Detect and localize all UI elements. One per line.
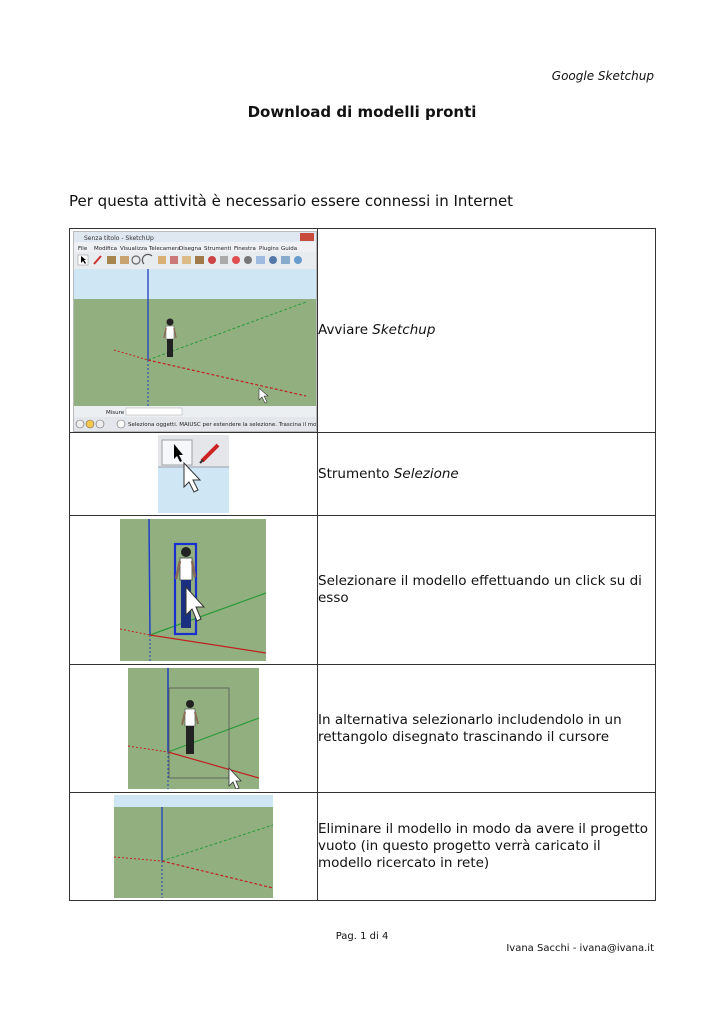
page-number: Pag. 1 di 4 [335, 931, 389, 942]
menu-item: Modifica [94, 246, 117, 252]
step-text-cell [318, 433, 656, 516]
step-text-cell [318, 665, 656, 793]
step-text: Eliminare il modello in modo da avere il progetto vuoto (in questo progetto verrà caricato il modello ricercato in rete) [318, 821, 649, 871]
step-row [70, 433, 656, 516]
step-row [70, 793, 656, 901]
window-title: Senza titolo - SketchUp [84, 235, 154, 242]
document-title: Download di modelli pronti [247, 103, 477, 121]
menu-item: Guida [281, 246, 298, 252]
steps-table [69, 228, 656, 901]
menu-item: Disegna [179, 246, 202, 252]
step-text: Avviare [318, 322, 373, 338]
menu-item: Telecamera [149, 246, 181, 252]
menu-item: File [78, 246, 88, 252]
menu-item: Strumenti [204, 246, 232, 252]
step-image-cell [70, 665, 318, 793]
menu-item: Visualizza [120, 246, 148, 252]
author-footer: Ivana Sacchi - ivana@ivana.it [506, 943, 654, 954]
step-text: Strumento [318, 465, 394, 482]
step-row [70, 516, 656, 665]
sketchup-window-screenshot [73, 231, 317, 432]
step-image-cell [70, 793, 318, 901]
step-row [70, 229, 656, 433]
step-image-cell [70, 516, 318, 665]
selection-rectangle-screenshot [128, 668, 259, 789]
step-row [70, 665, 656, 793]
step-image-cell [70, 229, 318, 433]
step-text-italic: Sketchup [372, 322, 436, 338]
step-text: In alternativa selezionarlo includendolo in un rettangolo disegnato trascinando il cursore [318, 711, 622, 745]
step-text-cell [318, 516, 656, 665]
step-text-cell [318, 229, 656, 433]
selected-model-screenshot [120, 519, 266, 661]
status-text: Seleziona oggetti. MAIUSC per estendere la selezione. Trascina il mo [128, 422, 316, 428]
step-text-italic: Selezione [393, 465, 459, 482]
empty-project-screenshot [114, 795, 273, 898]
select-tool-screenshot [158, 435, 229, 513]
step-text-cell [318, 793, 656, 901]
header-app-name: Google Sketchup [551, 69, 654, 83]
menu-item: Plugins [259, 246, 279, 252]
measure-label: Misure [106, 410, 125, 416]
step-text: Selezionare il modello effettuando un click su di esso [318, 573, 642, 606]
intro-text: Per questa attività è necessario essere connessi in Internet [69, 192, 514, 210]
menu-item: Finestra [234, 246, 256, 252]
step-image-cell [70, 433, 318, 516]
